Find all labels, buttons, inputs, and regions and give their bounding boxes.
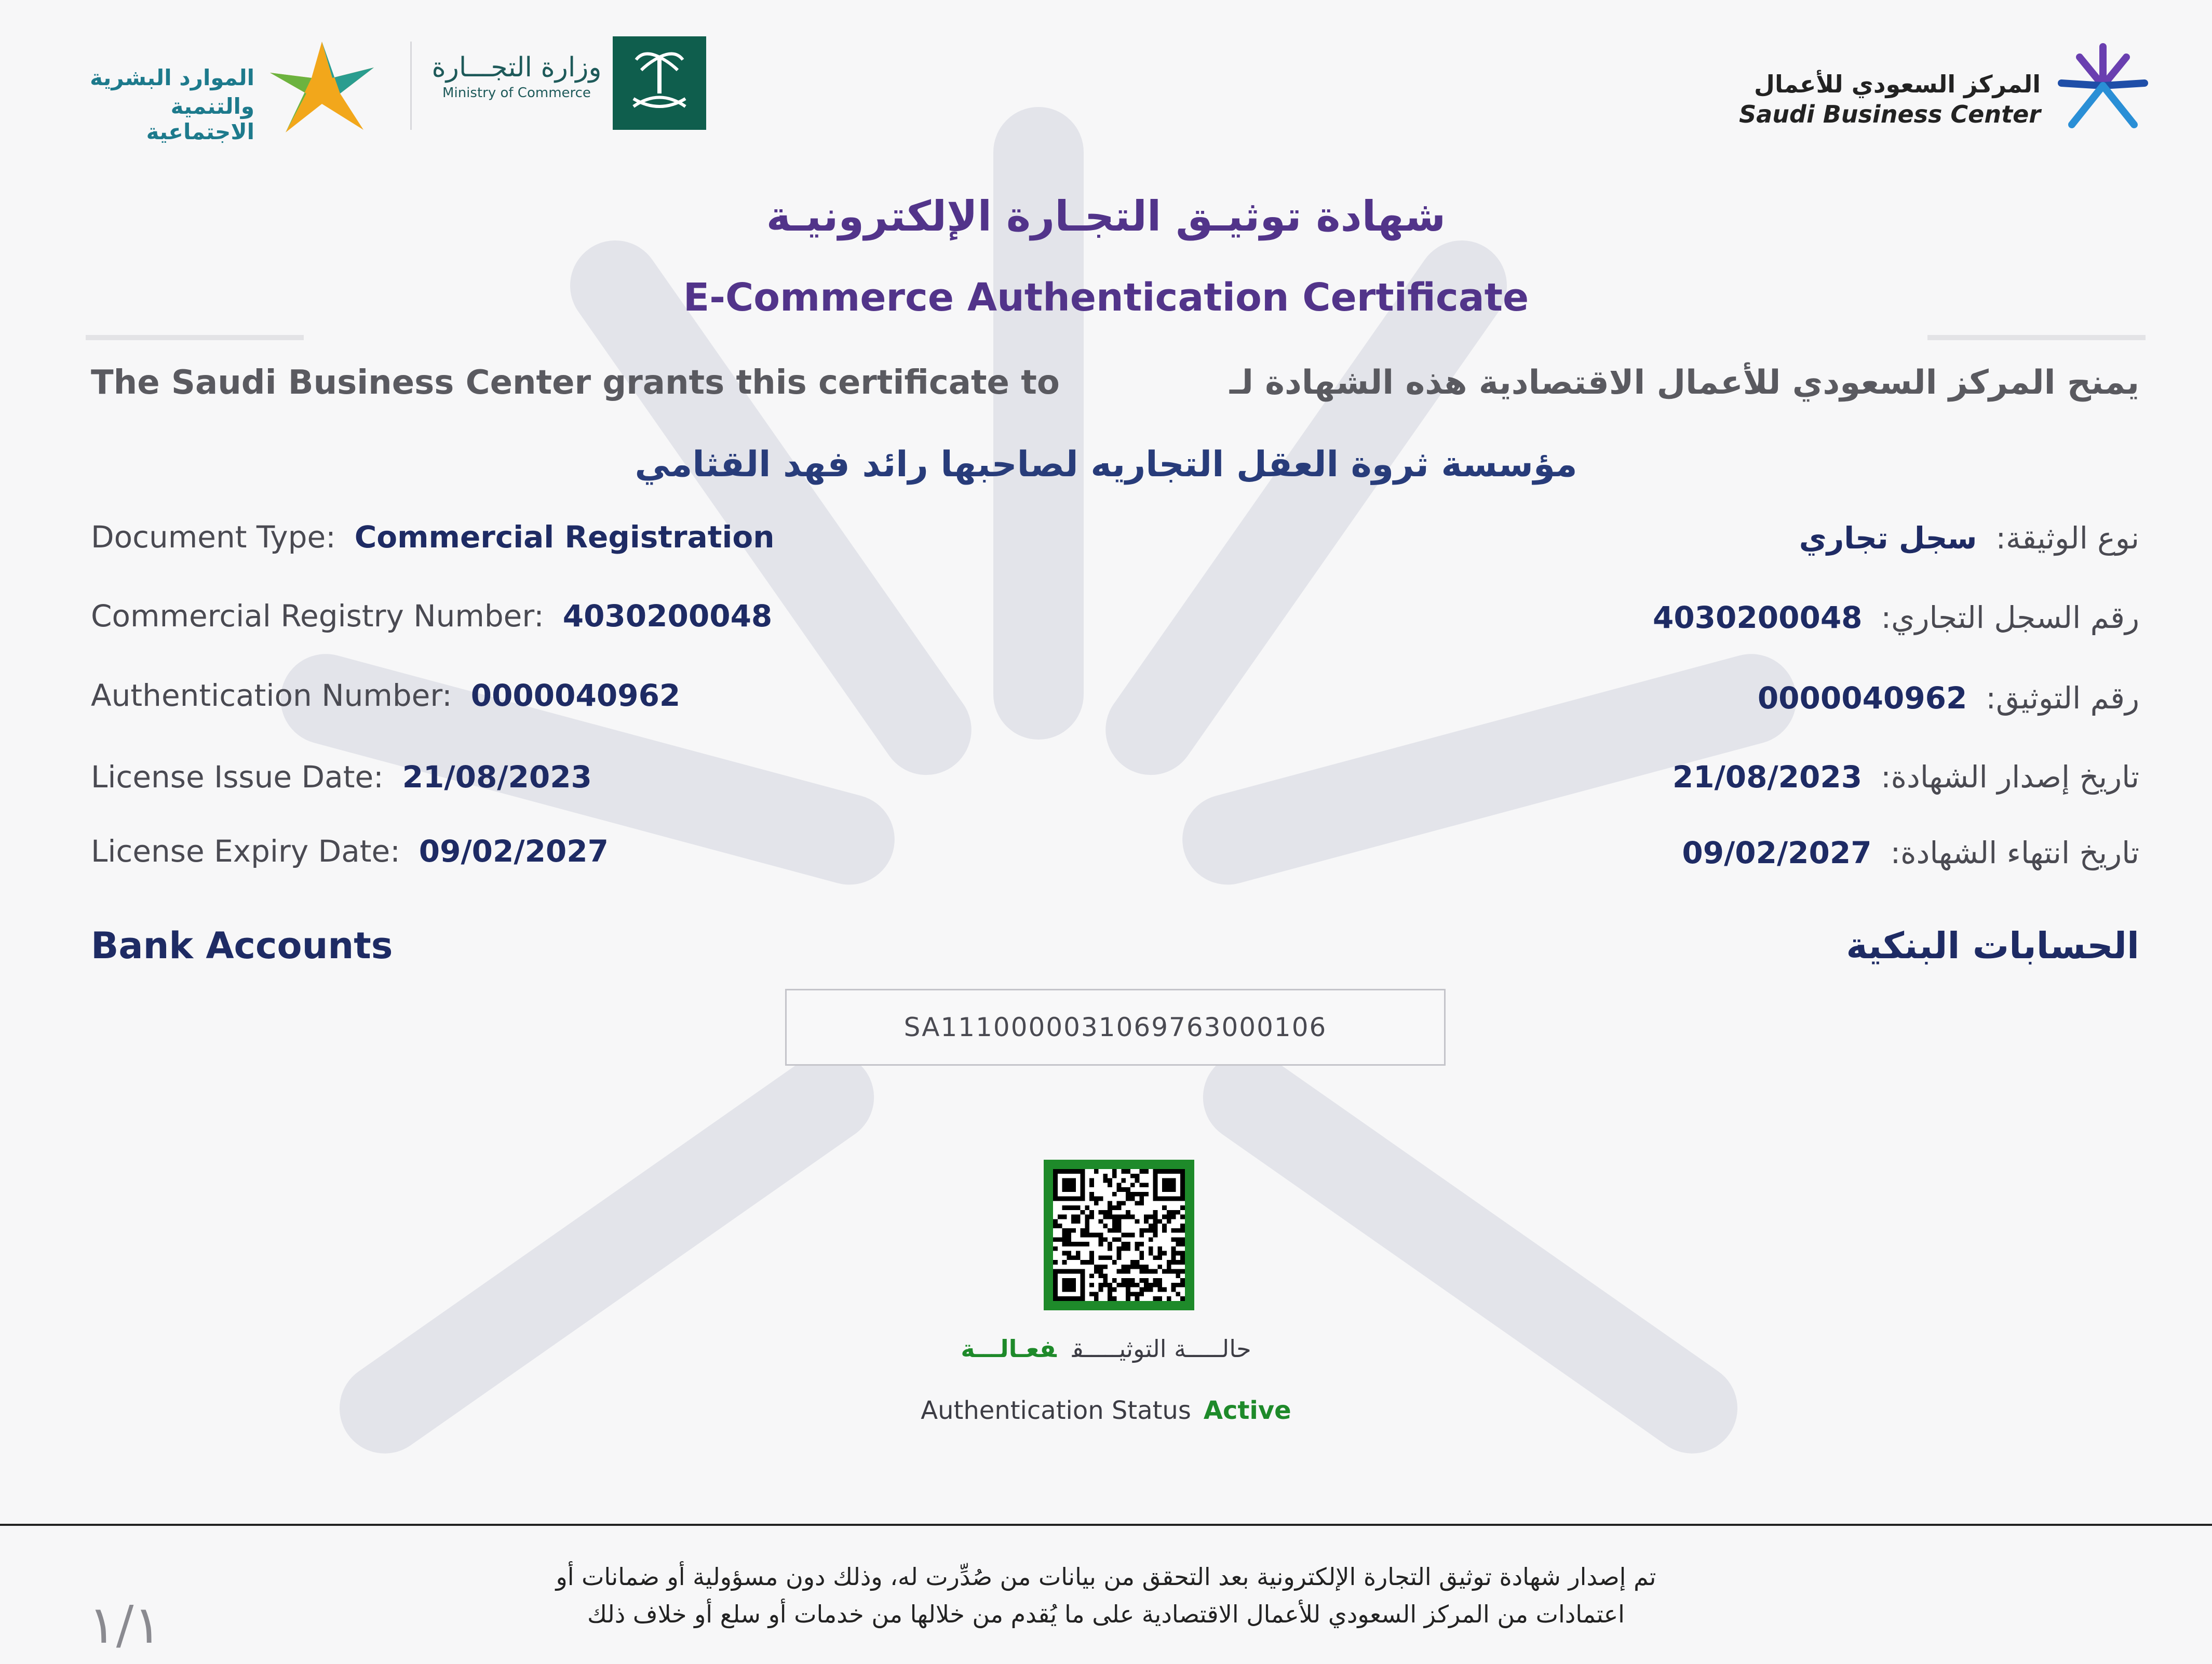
sbc-logo-en: Saudi Business Center bbox=[1739, 100, 2041, 128]
field-value: 4030200048 bbox=[1652, 600, 1863, 635]
field-expiry-date-ar bbox=[1682, 835, 2139, 870]
moc-logo-en: Ministry of Commerce bbox=[442, 85, 591, 101]
field-auth-number-en bbox=[91, 678, 680, 713]
footer-line-2: اعتمادات من المركز السعودي للأعمال الاقتصادية على ما يُقدم من خلالها من خدمات أو سلع أو خلاف ذلك bbox=[587, 1600, 1625, 1628]
field-label: Commercial Registry Number: bbox=[91, 598, 544, 634]
field-issue-date-en bbox=[91, 759, 592, 795]
auth-status-en bbox=[0, 1396, 2212, 1425]
status-label-ar: حالـــــة التوثيـــــق bbox=[1072, 1335, 1251, 1363]
field-issue-date-ar bbox=[1673, 759, 2139, 795]
field-value: 21/08/2023 bbox=[402, 759, 592, 795]
sbc-emblem-icon bbox=[2051, 36, 2155, 135]
field-label: Authentication Number: bbox=[91, 678, 452, 713]
moc-emblem-icon bbox=[613, 36, 706, 130]
divider-right bbox=[1927, 335, 2146, 340]
footer-line-1: تم إصدار شهادة توثيق التجارة الإلكترونية بعد التحقق من بيانات من صُدِّرت له، وذلك دون مسؤولية أو ضمانات أو bbox=[556, 1563, 1656, 1591]
qr-code[interactable] bbox=[1044, 1160, 1194, 1310]
certificate-title-ar: شهادة توثيـق التجـارة الإلكترونيـة bbox=[766, 192, 1446, 240]
hr-ministry-logo bbox=[73, 36, 384, 144]
header-divider bbox=[410, 42, 412, 130]
iban-box: SA1110000031069763000106 bbox=[785, 989, 1446, 1066]
footer-divider bbox=[0, 1524, 2212, 1526]
grant-text-en: The Saudi Business Center grants this certificate to bbox=[91, 364, 1060, 402]
field-auth-number-ar bbox=[1758, 680, 2139, 716]
field-registry-number-en bbox=[91, 598, 772, 634]
hr-star-icon bbox=[260, 36, 384, 140]
bank-accounts-title-ar: الحسابات البنكية bbox=[1846, 924, 2139, 967]
field-value: 0000040962 bbox=[1757, 680, 1967, 716]
field-value: 09/02/2027 bbox=[419, 834, 609, 869]
status-value-en: Active bbox=[1203, 1396, 1291, 1425]
field-value: سجل تجاري bbox=[1799, 520, 1977, 556]
certificate-title-en: E-Commerce Authentication Certificate bbox=[683, 275, 1529, 320]
field-document-type-en bbox=[91, 519, 775, 555]
field-label: رقم التوثيق: bbox=[1986, 680, 2139, 716]
field-label: License Expiry Date: bbox=[91, 834, 400, 869]
field-label: رقم السجل التجاري: bbox=[1881, 600, 2139, 635]
auth-status-ar bbox=[0, 1335, 2212, 1363]
field-value: 0000040962 bbox=[470, 678, 681, 713]
divider-left bbox=[86, 335, 304, 340]
field-expiry-date-en bbox=[91, 834, 609, 869]
field-label: نوع الوثيقة: bbox=[1995, 520, 2139, 556]
field-value: Commercial Registration bbox=[354, 519, 775, 555]
moc-logo-ar: وزارة التجـــارة bbox=[431, 52, 602, 83]
grant-text-ar: يمنح المركز السعودي للأعمال الاقتصادية هذه الشهادة لـ bbox=[1230, 364, 2139, 402]
hr-logo-line1: الموارد البشرية bbox=[90, 65, 254, 90]
field-document-type-ar bbox=[1799, 520, 2139, 556]
field-label: License Issue Date: bbox=[91, 759, 384, 795]
hr-logo-line2: والتنمية الاجتماعية bbox=[146, 93, 254, 144]
qr-code-icon bbox=[1053, 1169, 1185, 1301]
field-value: 09/02/2027 bbox=[1682, 835, 1872, 870]
sbc-logo-text bbox=[1729, 70, 2041, 128]
field-label: تاريخ انتهاء الشهادة: bbox=[1890, 835, 2139, 870]
field-registry-number-ar bbox=[1653, 600, 2139, 635]
footer-disclaimer bbox=[467, 1558, 1745, 1633]
status-value-ar: فعـالـــة bbox=[961, 1335, 1057, 1363]
status-label-en: Authentication Status bbox=[921, 1396, 1191, 1425]
bank-accounts-title-en: Bank Accounts bbox=[91, 924, 393, 967]
field-value: 21/08/2023 bbox=[1672, 759, 1863, 795]
holder-name: مؤسسة ثروة العقل التجاريه لصاحبها رائد فهد القثامي bbox=[635, 444, 1577, 485]
field-value: 4030200048 bbox=[562, 598, 773, 634]
page-number: ١/١ bbox=[88, 1594, 162, 1655]
field-label: تاريخ إصدار الشهادة: bbox=[1881, 759, 2139, 795]
field-label: Document Type: bbox=[91, 519, 336, 555]
sbc-logo-ar: المركز السعودي للأعمال bbox=[1754, 70, 2041, 98]
moc-logo-text bbox=[431, 52, 602, 119]
watermark-emblem bbox=[260, 47, 1817, 1553]
